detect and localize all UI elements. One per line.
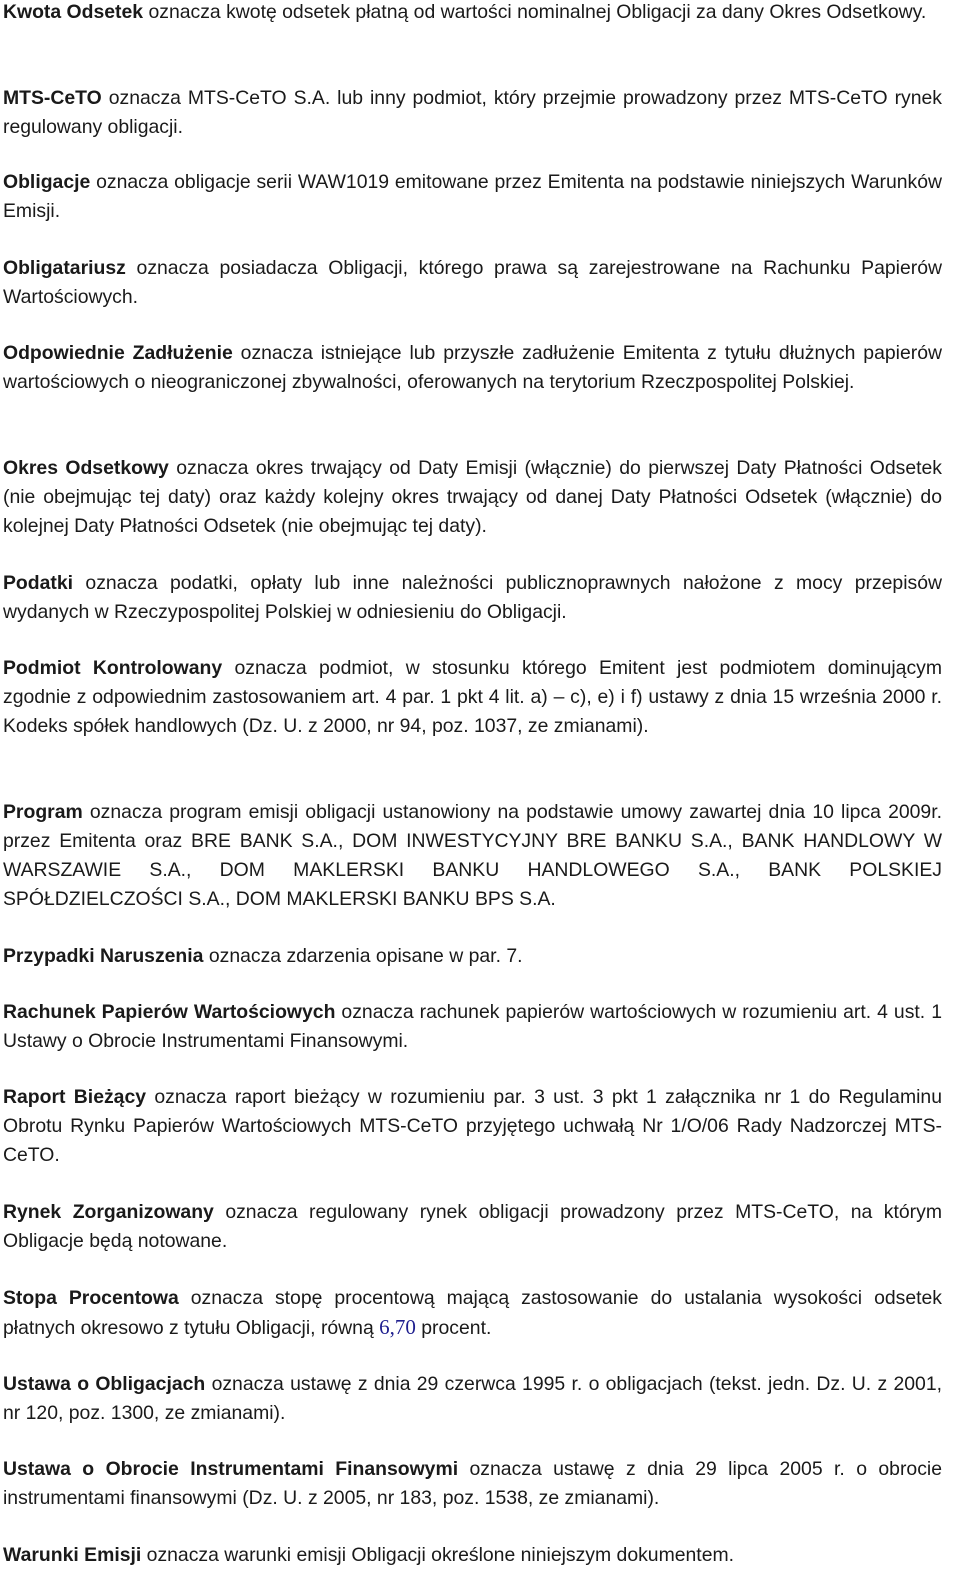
definition-podmiot-kontrolowany [3, 654, 942, 741]
definition-ustawa-o-obrocie [3, 1455, 942, 1513]
definition-przypadki-naruszenia [3, 942, 942, 971]
definition-text: oznacza istniejące lub przyszłe zadłużenie Emitenta z tytułu dłużnych papierów wartościowych o nieograniczonej zbywalności, oferowanych na terytorium Rzeczpospolitej Polskiej. [3, 342, 942, 393]
definition-text-after: procent. [415, 1317, 492, 1339]
definition-term: Stopa Procentowa [3, 1287, 179, 1309]
definition-term: Rynek Zorganizowany [3, 1201, 214, 1223]
definition-obligatariusz [3, 254, 942, 312]
definition-rachunek-papierow [3, 998, 942, 1056]
definition-term: Podatki [3, 572, 74, 594]
definition-term: Podmiot Kontrolowany [3, 657, 223, 679]
definition-term: Kwota Odsetek [3, 1, 144, 23]
definition-okres-odsetkowy [3, 454, 942, 541]
definition-text: oznacza podmiot, w stosunku którego Emitent jest podmiotem dominującym zgodnie z odpowiednim zastosowaniem art. 4 par. 1 pkt 4 lit. a) – c), e) i f) ustawy z dnia 15 września 2000 r. Kodeks spółek handlowych (Dz. U. z 2000, nr 94, poz. 1037, ze zmianami). [3, 657, 943, 737]
definition-term: Ustawa o Obligacjach [3, 1373, 206, 1395]
definition-text: oznacza kwotę odsetek płatną od wartości nominalnej Obligacji za dany Okres Odsetkowy. [143, 1, 927, 23]
definition-term: Warunki Emisji [3, 1544, 142, 1566]
definition-term: Obligacje [3, 171, 91, 193]
definition-warunki-emisji [3, 1541, 942, 1570]
definition-obligacje [3, 168, 942, 226]
definition-text: oznacza rachunek papierów wartościowych w rozumieniu art. 4 ust. 1 Ustawy o Obrocie Instrumentami Finansowymi. [3, 1001, 942, 1052]
definition-kwota-odsetek [3, 0, 942, 27]
definition-text: oznacza stopę procentową mającą zastosowanie do ustalania wysokości odsetek płatnych okresowo z tytułu Obligacji, równą [3, 1287, 942, 1339]
definition-text: oznacza posiadacza Obligacji, którego prawa są zarejestrowane na Rachunku Papierów Wartościowych. [3, 257, 942, 308]
definition-text: oznacza ustawę z dnia 29 lipca 2005 r. o obrocie instrumentami finansowymi (Dz. U. z 2005, nr 183, poz. 1538, ze zmianami). [3, 1458, 942, 1509]
definition-term: Okres Odsetkowy [3, 457, 169, 479]
definition-mts-ceto [3, 84, 942, 142]
definition-term: Rachunek Papierów Wartościowych [3, 1001, 336, 1023]
definition-odpowiednie-zadluzenie [3, 339, 942, 397]
definition-term: MTS-CeTO [3, 87, 102, 109]
interest-rate-value: 6,70 [379, 1315, 416, 1339]
definition-program [3, 798, 942, 914]
definition-text: oznacza warunki emisji Obligacji określone niniejszym dokumentem. [141, 1544, 735, 1566]
definition-text: oznacza program emisji obligacji ustanowiony na podstawie umowy zawartej dnia 10 lipca 2009r. przez Emitenta oraz BRE BANK S.A., DOM INWESTYCYJNY BRE BANKU S.A., BANK HANDLOWY W WARSZAWIE S.A., DOM MAKLERSKI BANKU HANDLOWEGO S.A., BANK POLSKIEJ SPÓŁDZIELCZOŚCI S.A., DOM MAKLERSKI BANKU BPS S.A. [3, 801, 942, 910]
definition-term: Odpowiednie Zadłużenie [3, 342, 233, 364]
definition-text: oznacza regulowany rynek obligacji prowadzony przez MTS-CeTO, na którym Obligacje będą notowane. [3, 1201, 942, 1252]
definition-stopa-procentowa [3, 1284, 942, 1343]
definition-term: Program [3, 801, 83, 823]
definition-term: Obligatariusz [3, 257, 126, 279]
definition-text: oznacza zdarzenia opisane w par. 7. [203, 945, 523, 967]
definition-ustawa-o-obligacjach [3, 1370, 942, 1428]
definition-text: oznacza raport bieżący w rozumieniu par. 3 ust. 3 pkt 1 załącznika nr 1 do Regulaminu Obrotu Rynku Papierów Wartościowych MTS-CeTO przyjętego uchwałą Nr 1/O/06 Rady Nadzorczej MTS-CeTO. [3, 1086, 942, 1166]
definition-term: Ustawa o Obrocie Instrumentami Finansowymi [3, 1458, 459, 1480]
definition-term: Raport Bieżący [3, 1086, 147, 1108]
definition-podatki [3, 569, 942, 627]
definition-text: oznacza podatki, opłaty lub inne należności publicznoprawnych nałożone z mocy przepisów wydanych w Rzeczypospolitej Polskiej w odniesieniu do Obligacji. [3, 572, 942, 623]
definition-text: oznacza MTS-CeTO S.A. lub inny podmiot, który przejmie prowadzony przez MTS-CeTO rynek regulowany obligacji. [3, 87, 942, 138]
definition-rynek-zorganizowany [3, 1198, 942, 1256]
definition-text: oznacza obligacje serii WAW1019 emitowane przez Emitenta na podstawie niniejszych Warunków Emisji. [3, 171, 942, 222]
definition-text: oznacza okres trwający od Daty Emisji (włącznie) do pierwszej Daty Płatności Odsetek (nie obejmując tej daty) oraz każdy kolejny okres trwający od danej Daty Płatności Odsetek (włącznie) do kolejnej Daty Płatności Odsetek (nie obejmując tej daty). [3, 457, 942, 537]
definition-raport-biezacy [3, 1083, 942, 1170]
definition-text: oznacza ustawę z dnia 29 czerwca 1995 r. o obligacjach (tekst. jedn. Dz. U. z 2001, nr 120, poz. 1300, ze zmianami). [3, 1373, 942, 1424]
definition-term: Przypadki Naruszenia [3, 945, 204, 967]
